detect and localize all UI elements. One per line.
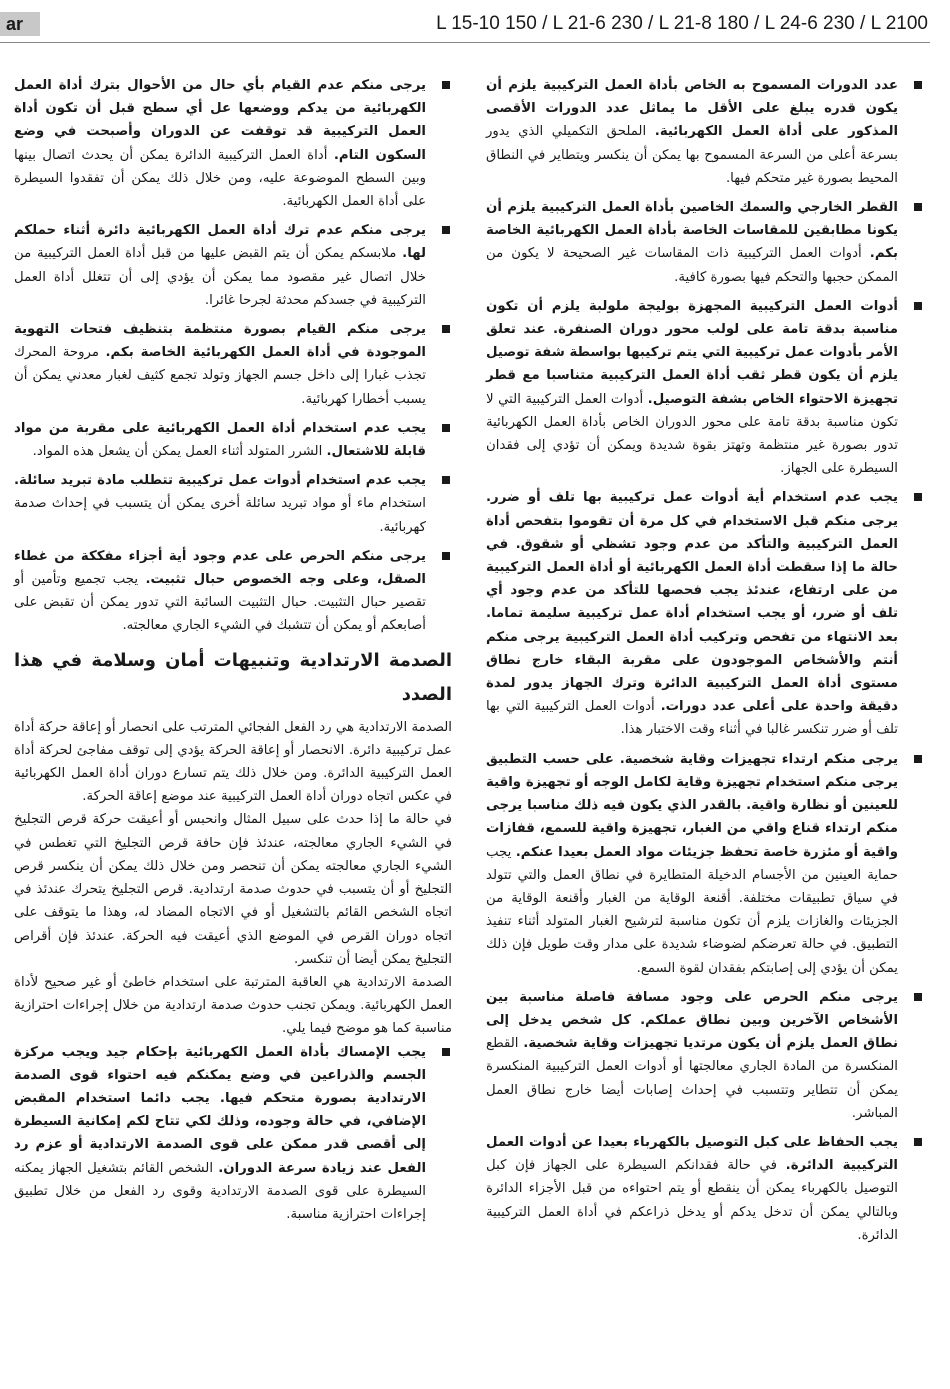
- list-item: [14, 318, 452, 411]
- section-paragraph: الصدمة الارتدادية هي رد الفعل الفجائي المترتب على انحصار أو إعاقة حركة أداة عمل تركيبية دائرة. الانحصار أو إعاقة الحركة يؤدي إلى توقف مفاجئ لحركة أداة العمل التركيبية الدائرة. ومن خلال ذلك يتم تسارع دوران أداة العمل الكهربائية في عكس اتجاه دوران أداة العمل التركيبية عند موضع إعاقة الحركة.: [14, 719, 452, 805]
- item-bold: يرجى منكم الحرص على عدم وجود أية أجزاء مفككة من غطاء الصقل، وعلى وجه الخصوص حبال تثبيت.: [14, 548, 426, 588]
- item-text: يجب حماية العينين من الأجسام الدخيلة المتطايرة في نطاق العمل والتي تتولد في سياق تطبيقات مختلفة. أقنعة الوقاية من الغبار وأقنعة الوقاية من الجزيئات والغازات يلزم أن تكون مناسبة لترشيح الغبار المتولد أثناء تنفيذ التطبيق. في حالة تعرضكم لضوضاء شديدة على مدار وقت طويل فإن ذلك يمكن أن يؤدي إلى إصابتكم بفقدان لقوة السمع.: [486, 844, 898, 976]
- item-bold: عدد الدورات المسموح به الخاص بأداة العمل التركيبية يلزم أن يكون قدره يبلغ على الأقل ما يماثل عدد الدورات الأقصى المذكور على أداة العمل الكهربائية.: [486, 78, 898, 140]
- list-item: [14, 469, 452, 539]
- list-item: [14, 219, 452, 312]
- item-bold: يرجى منكم عدم ترك أداة العمل الكهربائية دائرة أثناء حملكم لها.: [14, 223, 426, 262]
- list-item: [14, 1041, 452, 1227]
- item-text: في حالة فقدانكم السيطرة على الجهاز فإن كبل التوصيل بالكهرباء يمكن أن ينقطع أو يتم احتواءه من قبل الأجزاء الدائرة وبالتالي يمكن أن تدخل يدكم أو يدخل ذراعكم في أداة العمل التركيبية الدائرة.: [486, 1158, 898, 1243]
- item-bold: يجب عدم استخدام أدوات عمل تركيبية تتطلب مادة تبريد سائلة.: [14, 473, 426, 489]
- list-item: [486, 1131, 924, 1247]
- right-column: [486, 74, 924, 1253]
- language-tag: ar: [0, 12, 40, 36]
- section-title: الصدمة الارتدادية وتنبيهات أمان وسلامة في هذا الصدد: [14, 649, 452, 705]
- item-bold: يرجى منكم عدم القيام بأي حال من الأحوال بترك أداة العمل الكهربائية من يدكم ووضعها عل أي سطح قبل أن تكون أداة العمل التركيبية قد توقفت عن الدوران وأصبحت في وضع السكون التام.: [14, 78, 426, 163]
- list-item: [486, 986, 924, 1125]
- item-bold: القطر الخارجي والسمك الخاصين بأداة العمل التركيبية يلزم أن يكونا مطابقين للمقاسات الخاصة بأداة العمل الكهربائية الخاصة بكم.: [486, 200, 898, 262]
- item-text: مروحة المحرك تجذب غبارا إلى داخل جسم الجهاز وتولد تجمع كثيف لغبار معدني يمكن أن يسبب أخطارا كهربائية.: [14, 345, 426, 407]
- header-rule: [0, 42, 930, 43]
- item-bold: أدوات العمل التركيبية المجهزة بوليجة ملولبة يلزم أن تكون مناسبة بدقة تامة على لولب محور دوران الصنفرة. عند تعلق الأمر بأدوات عمل تركيبية التي يتم تركيبها بواسطة شفة توصيل يلزم أن يكون قطر ثقب أداة العمل التركيبية متناسبا مع قطر تجهيزة الاحتواء الخاص بشفة التوصيل.: [486, 298, 898, 407]
- item-bold: يرجى منكم ارتداء تجهيزات وقاية شخصية. على حسب التطبيق يرجى منكم استخدام تجهيزة وقاية لكامل الوجه أو تجهيزة واقية للعينين أو نظارة واقية. بالقدر الذي يكون فيه ذلك مناسبا يرجى منكم ارتداء قناع واقي من الغبار، تجهيزة واقية للسمع، قفازات واقية أو مئزرة خاصة تحفظ جزيئات مواد العمل بعيدا عنكم.: [486, 751, 898, 860]
- item-text: أدوات العمل التركيبية التي لا تكون مناسبة بدقة تامة على محور الدوران الخاص بأداة العمل الكهربائية تدور بصورة غير منتظمة وتهتز بقوة شديدة ويمكن أن تؤدي إلى فقدان السيطرة على الجهاز.: [486, 391, 898, 477]
- list-item: [486, 295, 924, 481]
- item-bold: يجب عدم استخدام أية أدوات عمل تركيبية بها تلف أو ضرر. يرجى منكم قبل الاستخدام في كل مرة أن تقوموا بتفحص أداة العمل التركيبية والتأكد من عدم وجود تشظي أو شقوق. في حالة ما إذا سقطت أداة العمل الكهربائية أو أداة العمل التركيبية من على ارتفاع، عندئذ يجب فحصها للتأكد من عدم وجود أي تلف أو ضرر، أو يجب استخدام أداة عمل تركيبية سليمة تماما. بعد الانتهاء من تفحص وتركيب أداة العمل التركيبية يرجى منكم أنتم والأشخاص الموجودون على مقربة البقاء خارج نطاق مستوى أداة العمل التركيبية الدائرة وترك الجهاز يدور لمدة دقيقة واحدة على أعلى عدد دورات.: [486, 490, 898, 715]
- list-item: [14, 74, 452, 213]
- item-bold: يرجى منكم الحرص على وجود مسافة فاصلة مناسبة بين الأشخاص الآخرين وبين نطاق عملكم. كل شخص يدخل إلى نطاق العمل يلزم أن يكون مرتديا تجهيزات وقاية شخصية.: [486, 989, 899, 1052]
- item-text: ملابسكم يمكن أن يتم القبض عليها من قبل أداة العمل التركيبية من خلال اتصال غير مقصود مما يمكن أن يؤدي إلى أن تتغلل أداة العمل التركيبية في جسدكم محدثة لجرحا غائرا.: [14, 246, 426, 308]
- section-paragraph: الصدمة الارتدادية هي العاقبة المترتبة على استخدام خاطئ أو غير صحيح لأداة العمل الكهربائية. ويمكن تجنب حدوث صدمة ارتدادية من خلال إجراءات احترازية مناسبة كما هو موضح فيما يلي.: [14, 974, 452, 1037]
- item-text: يجب تجميع وتأمين أو تقصير حبال التثبيت. حبال التثبيت السائبة التي تدور يمكن أن تقبض على أصابعكم أو يمكن أن تتشبك في الشيء الجاري معالجته.: [14, 572, 426, 634]
- section-paragraph: في حالة ما إذا حدث على سبيل المثال وانحبس أو أعيقت حركة قرص التجليخ في الشيء الجاري معالجته، عندئذ فإن حافة قرص التجليخ التي تغطس في الشيء الجاري معالجته يمكن أن تنحصر ومن خلال ذلك يمكن أن ينكسر قرص التجليخ أو أن يتسبب في حدوث صدمة ارتدادية. قرص التجليخ يتحرك عندئذ في اتجاه الشخص القائم بالتشغيل أو في الاتجاه المضاد له، وهذا ما يتوقف على اتجاه دوران القرص في الموضع الذي أعيقت فيه الحركة. عندئذ فإن أقراص التجليخ يمكن أيضا أن تنكسر.: [14, 812, 452, 967]
- left-column: [14, 74, 452, 1232]
- item-text: أدوات العمل التركيبية التي بها تلف أو ضرر تنكسر غالبا في أثناء وقت الاختبار هذا.: [486, 699, 898, 738]
- item-text: القطع المنكسرة من المادة الجاري معالجتها أو أدوات العمل التركيبية المنكسرة يمكن أن تتطاير وتتسبب في إحداث إصابات أيضا خارج نطاق العمل المباشر.: [486, 1036, 898, 1121]
- list-item: [486, 748, 924, 980]
- item-text: الشرر المتولد أثناء العمل يمكن أن يشعل هذه المواد.: [32, 444, 327, 460]
- item-bold: يجب الإمساك بأداة العمل الكهربائية بإحكام جيد ويجب مركزة الجسم والذراعين في وضع يمكنكم فيه احتواء قوى الصدمة الارتدادية بصورة متحكم فيها. يجب دائما استخدام المقبض الإضافي، في حالة وجوده، وذلك لكي تتاح لكم إمكانية السيطرة إلى أقصى قدر ممكن على قوى الصدمة الارتدادية أو عزم رد الفعل عند زيادة سرعة الدوران.: [14, 1044, 426, 1176]
- item-bold: يجب الحفاظ على كبل التوصيل بالكهرباء بعيدا عن أدوات العمل التركيبية الدائرة.: [486, 1134, 898, 1174]
- item-bold: يرجى منكم القيام بصورة منتظمة بتنظيف فتحات التهوية الموجودة في أداة العمل الكهربائية الخاصة بكم.: [14, 322, 426, 361]
- list-item: [486, 74, 924, 190]
- model-list: L 15-10 150 / L 21-6 230 / L 21-8 180 / L 24-6 230 / L 2100: [436, 13, 928, 34]
- page-header: [0, 0, 950, 44]
- list-item: [14, 545, 452, 638]
- list-item: [486, 196, 924, 289]
- item-text: الشخص القائم بتشغيل الجهاز يمكنه السيطرة على قوى الصدمة الارتدادية وقوى رد الفعل من خلال تطبيق إجراءات احترازية مناسبة.: [14, 1160, 426, 1222]
- list-item: [486, 486, 924, 741]
- item-text: أداة العمل التركيبية الدائرة يمكن أن يحدث اتصال بينها وبين السطح الموضوعة عليه، ومن خلال ذلك يمكن أن تفقدوا السيطرة على أداة العمل الكهربائية.: [14, 147, 426, 210]
- item-text: أدوات العمل التركيبية ذات المقاسات غير الصحيحة لا يكون من الممكن حجبها والتحكم فيها بصورة كافية.: [486, 246, 898, 285]
- item-text: الملحق التكميلي الذي يدور بسرعة أعلى من السرعة المسموح بها يمكن أن ينكسر ويتطاير في النطاق المحيط بصورة غير متحكم فيها.: [486, 124, 898, 186]
- item-text: استخدام ماء أو مواد تبريد سائلة أخرى يمكن أن يتسبب في إحداث صدمة كهربائية.: [14, 496, 426, 535]
- list-item: [14, 417, 452, 463]
- item-bold: يجب عدم استخدام أداة العمل الكهربائية على مقربة من مواد قابلة للاشتعال.: [14, 420, 426, 460]
